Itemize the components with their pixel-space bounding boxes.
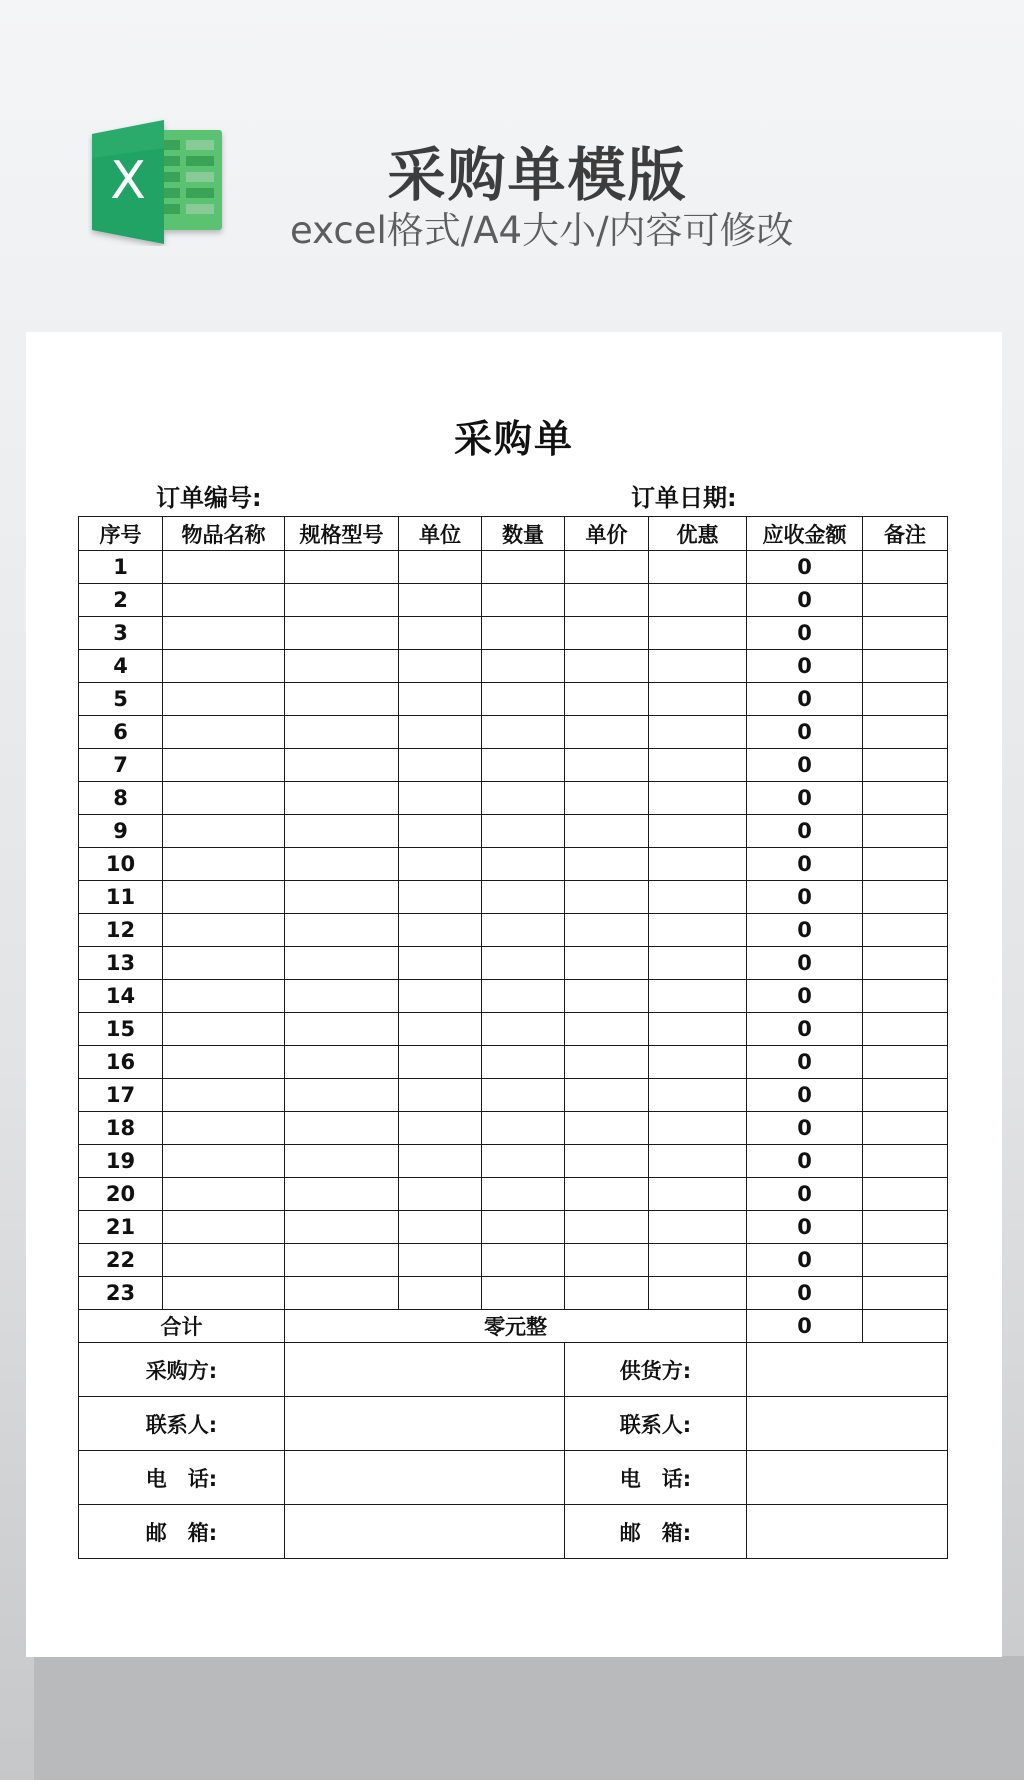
- quantity-cell[interactable]: [482, 1244, 565, 1277]
- unit-price-cell[interactable]: [565, 584, 649, 617]
- unit-price-cell[interactable]: [565, 1013, 649, 1046]
- table-row: [79, 1079, 948, 1112]
- remark-cell[interactable]: [863, 980, 948, 1013]
- row-number-cell: 18: [79, 1112, 163, 1145]
- unit-price-cell[interactable]: [565, 683, 649, 716]
- buyer-field-label: 联系人:: [79, 1397, 285, 1451]
- spec-model-cell[interactable]: [285, 1145, 399, 1178]
- table-row: [79, 617, 948, 650]
- spec-model-cell[interactable]: [285, 914, 399, 947]
- remark-cell[interactable]: [863, 914, 948, 947]
- discount-cell[interactable]: [649, 1211, 747, 1244]
- table-row: [79, 749, 948, 782]
- spec-model-cell[interactable]: [285, 881, 399, 914]
- unit-cell[interactable]: [399, 1211, 482, 1244]
- unit-cell[interactable]: [399, 881, 482, 914]
- amount-cell: 0: [747, 1079, 863, 1112]
- spec-model-cell[interactable]: [285, 848, 399, 881]
- item-name-cell[interactable]: [163, 683, 285, 716]
- unit-price-cell[interactable]: [565, 1046, 649, 1079]
- buyer-field-label: 电 话:: [79, 1451, 285, 1505]
- column-header: 规格型号: [285, 517, 399, 551]
- amount-cell: 0: [747, 683, 863, 716]
- remark-cell[interactable]: [863, 1244, 948, 1277]
- spec-model-cell[interactable]: [285, 815, 399, 848]
- discount-cell[interactable]: [649, 848, 747, 881]
- item-name-cell[interactable]: [163, 815, 285, 848]
- discount-cell[interactable]: [649, 650, 747, 683]
- table-row: [79, 848, 948, 881]
- item-name-cell[interactable]: [163, 1046, 285, 1079]
- table-row: [79, 1277, 948, 1310]
- supplier-field-label: 电 话:: [565, 1451, 747, 1505]
- quantity-cell[interactable]: [482, 683, 565, 716]
- unit-cell[interactable]: [399, 1178, 482, 1211]
- discount-cell[interactable]: [649, 914, 747, 947]
- remark-cell[interactable]: [863, 1013, 948, 1046]
- row-number-cell: 12: [79, 914, 163, 947]
- table-row: [79, 551, 948, 584]
- unit-cell[interactable]: [399, 584, 482, 617]
- item-name-cell[interactable]: [163, 914, 285, 947]
- row-number-cell: 19: [79, 1145, 163, 1178]
- table-row: [79, 980, 948, 1013]
- unit-price-cell[interactable]: [565, 1145, 649, 1178]
- item-name-cell[interactable]: [163, 980, 285, 1013]
- table-row: [79, 881, 948, 914]
- quantity-cell[interactable]: [482, 1013, 565, 1046]
- party-info-row: [79, 1451, 948, 1505]
- unit-cell[interactable]: [399, 1244, 482, 1277]
- discount-cell[interactable]: [649, 716, 747, 749]
- quantity-cell[interactable]: [482, 1046, 565, 1079]
- amount-cell: 0: [747, 749, 863, 782]
- table-row: [79, 1046, 948, 1079]
- quantity-cell[interactable]: [482, 914, 565, 947]
- row-number-cell: 23: [79, 1277, 163, 1310]
- party-info-row: [79, 1397, 948, 1451]
- table-row: [79, 782, 948, 815]
- amount-cell: 0: [747, 980, 863, 1013]
- unit-cell[interactable]: [399, 1112, 482, 1145]
- spec-model-cell[interactable]: [285, 980, 399, 1013]
- unit-price-cell[interactable]: [565, 848, 649, 881]
- table-row: [79, 914, 948, 947]
- row-number-cell: 17: [79, 1079, 163, 1112]
- discount-cell[interactable]: [649, 1244, 747, 1277]
- item-name-cell[interactable]: [163, 617, 285, 650]
- item-name-cell[interactable]: [163, 947, 285, 980]
- unit-cell[interactable]: [399, 947, 482, 980]
- item-name-cell[interactable]: [163, 551, 285, 584]
- party-info-row: [79, 1505, 948, 1559]
- discount-cell[interactable]: [649, 584, 747, 617]
- buyer-field-value[interactable]: [285, 1397, 565, 1451]
- item-name-cell[interactable]: [163, 1244, 285, 1277]
- discount-cell[interactable]: [649, 1277, 747, 1310]
- unit-price-cell[interactable]: [565, 617, 649, 650]
- table-row: [79, 650, 948, 683]
- table-row: [79, 584, 948, 617]
- table-row: [79, 716, 948, 749]
- column-header: 优惠: [649, 517, 747, 551]
- amount-cell: 0: [747, 1145, 863, 1178]
- supplier-field-label: 供货方:: [565, 1343, 747, 1397]
- unit-price-cell[interactable]: [565, 914, 649, 947]
- amount-cell: 0: [747, 848, 863, 881]
- amount-cell: 0: [747, 650, 863, 683]
- column-header: 物品名称: [163, 517, 285, 551]
- amount-cell: 0: [747, 617, 863, 650]
- row-number-cell: 22: [79, 1244, 163, 1277]
- discount-cell[interactable]: [649, 1178, 747, 1211]
- spec-model-cell[interactable]: [285, 782, 399, 815]
- table-row: [79, 1244, 948, 1277]
- buyer-field-value[interactable]: [285, 1505, 565, 1559]
- quantity-cell[interactable]: [482, 1277, 565, 1310]
- amount-cell: 0: [747, 1244, 863, 1277]
- table-row: [79, 683, 948, 716]
- quantity-cell[interactable]: [482, 650, 565, 683]
- remark-cell[interactable]: [863, 1112, 948, 1145]
- total-row: [79, 1310, 948, 1343]
- amount-cell: 0: [747, 1211, 863, 1244]
- column-header: 数量: [482, 517, 565, 551]
- discount-cell[interactable]: [649, 551, 747, 584]
- supplier-field-value[interactable]: [747, 1451, 948, 1505]
- supplier-field-value[interactable]: [747, 1505, 948, 1559]
- row-number-cell: 6: [79, 716, 163, 749]
- unit-cell[interactable]: [399, 848, 482, 881]
- total-remark-cell[interactable]: [863, 1310, 948, 1343]
- row-number-cell: 14: [79, 980, 163, 1013]
- total-amount: 0: [747, 1310, 863, 1343]
- discount-cell[interactable]: [649, 617, 747, 650]
- buyer-field-value[interactable]: [285, 1343, 565, 1397]
- item-name-cell[interactable]: [163, 749, 285, 782]
- amount-cell: 0: [747, 1178, 863, 1211]
- quantity-cell[interactable]: [482, 1112, 565, 1145]
- row-number-cell: 15: [79, 1013, 163, 1046]
- table-row: [79, 1145, 948, 1178]
- item-name-cell[interactable]: [163, 848, 285, 881]
- spec-model-cell[interactable]: [285, 749, 399, 782]
- column-header: 应收金额: [747, 517, 863, 551]
- amount-cell: 0: [747, 1013, 863, 1046]
- excel-logo-icon: [88, 118, 228, 246]
- item-name-cell[interactable]: [163, 1277, 285, 1310]
- item-name-cell[interactable]: [163, 650, 285, 683]
- unit-price-cell[interactable]: [565, 1244, 649, 1277]
- amount-cell: 0: [747, 914, 863, 947]
- quantity-cell[interactable]: [482, 749, 565, 782]
- quantity-cell[interactable]: [482, 1145, 565, 1178]
- row-number-cell: 4: [79, 650, 163, 683]
- item-name-cell[interactable]: [163, 1013, 285, 1046]
- total-in-words: 零元整: [285, 1310, 747, 1343]
- unit-price-cell[interactable]: [565, 749, 649, 782]
- row-number-cell: 21: [79, 1211, 163, 1244]
- spec-model-cell[interactable]: [285, 617, 399, 650]
- spec-model-cell[interactable]: [285, 551, 399, 584]
- remark-cell[interactable]: [863, 815, 948, 848]
- table-row: [79, 1211, 948, 1244]
- logo-letter: X: [110, 151, 146, 211]
- spec-model-cell[interactable]: [285, 1211, 399, 1244]
- discount-cell[interactable]: [649, 1079, 747, 1112]
- unit-price-cell[interactable]: [565, 1211, 649, 1244]
- row-number-cell: 16: [79, 1046, 163, 1079]
- unit-cell[interactable]: [399, 914, 482, 947]
- amount-cell: 0: [747, 1277, 863, 1310]
- discount-cell[interactable]: [649, 815, 747, 848]
- unit-cell[interactable]: [399, 749, 482, 782]
- order-date-label: 订单日期:: [631, 484, 737, 512]
- remark-cell[interactable]: [863, 848, 948, 881]
- amount-cell: 0: [747, 716, 863, 749]
- row-number-cell: 7: [79, 749, 163, 782]
- quantity-cell[interactable]: [482, 947, 565, 980]
- unit-cell[interactable]: [399, 815, 482, 848]
- remark-cell[interactable]: [863, 650, 948, 683]
- remark-cell[interactable]: [863, 881, 948, 914]
- unit-price-cell[interactable]: [565, 782, 649, 815]
- spec-model-cell[interactable]: [285, 650, 399, 683]
- quantity-cell[interactable]: [482, 551, 565, 584]
- discount-cell[interactable]: [649, 881, 747, 914]
- quantity-cell[interactable]: [482, 584, 565, 617]
- remark-cell[interactable]: [863, 683, 948, 716]
- remark-cell[interactable]: [863, 584, 948, 617]
- party-info-row: [79, 1343, 948, 1397]
- remark-cell[interactable]: [863, 782, 948, 815]
- spec-model-cell[interactable]: [285, 1046, 399, 1079]
- discount-cell[interactable]: [649, 947, 747, 980]
- unit-cell[interactable]: [399, 1079, 482, 1112]
- quantity-cell[interactable]: [482, 782, 565, 815]
- table-row: [79, 1178, 948, 1211]
- remark-cell[interactable]: [863, 1277, 948, 1310]
- table-row: [79, 1013, 948, 1046]
- remark-cell[interactable]: [863, 1079, 948, 1112]
- discount-cell[interactable]: [649, 980, 747, 1013]
- amount-cell: 0: [747, 947, 863, 980]
- spec-model-cell[interactable]: [285, 947, 399, 980]
- unit-cell[interactable]: [399, 1046, 482, 1079]
- purchase-order-table: [78, 516, 948, 1559]
- item-name-cell[interactable]: [163, 782, 285, 815]
- unit-cell[interactable]: [399, 782, 482, 815]
- unit-cell[interactable]: [399, 980, 482, 1013]
- unit-cell[interactable]: [399, 1145, 482, 1178]
- discount-cell[interactable]: [649, 1112, 747, 1145]
- row-number-cell: 3: [79, 617, 163, 650]
- remark-cell[interactable]: [863, 551, 948, 584]
- discount-cell[interactable]: [649, 1145, 747, 1178]
- spec-model-cell[interactable]: [285, 683, 399, 716]
- unit-price-cell[interactable]: [565, 980, 649, 1013]
- buyer-field-label: 采购方:: [79, 1343, 285, 1397]
- unit-price-cell[interactable]: [565, 650, 649, 683]
- row-number-cell: 13: [79, 947, 163, 980]
- spec-model-cell[interactable]: [285, 1079, 399, 1112]
- amount-cell: 0: [747, 881, 863, 914]
- discount-cell[interactable]: [649, 749, 747, 782]
- row-number-cell: 10: [79, 848, 163, 881]
- unit-price-cell[interactable]: [565, 815, 649, 848]
- bottom-background-band: [34, 1656, 1024, 1780]
- amount-cell: 0: [747, 1046, 863, 1079]
- discount-cell[interactable]: [649, 782, 747, 815]
- order-number-label: 订单编号:: [156, 484, 262, 512]
- unit-cell[interactable]: [399, 683, 482, 716]
- amount-cell: 0: [747, 782, 863, 815]
- item-name-cell[interactable]: [163, 1178, 285, 1211]
- amount-cell: 0: [747, 1112, 863, 1145]
- unit-cell[interactable]: [399, 650, 482, 683]
- spec-model-cell[interactable]: [285, 1244, 399, 1277]
- column-header: 单位: [399, 517, 482, 551]
- remark-cell[interactable]: [863, 947, 948, 980]
- supplier-field-value[interactable]: [747, 1397, 948, 1451]
- spec-model-cell[interactable]: [285, 1013, 399, 1046]
- quantity-cell[interactable]: [482, 1211, 565, 1244]
- discount-cell[interactable]: [649, 1013, 747, 1046]
- quantity-cell[interactable]: [482, 980, 565, 1013]
- unit-cell[interactable]: [399, 1277, 482, 1310]
- item-name-cell[interactable]: [163, 716, 285, 749]
- quantity-cell[interactable]: [482, 716, 565, 749]
- table-header-row: [79, 517, 948, 551]
- spec-model-cell[interactable]: [285, 1112, 399, 1145]
- unit-price-cell[interactable]: [565, 1277, 649, 1310]
- page-subtitle: excel格式/A4大小/内容可修改: [290, 209, 794, 252]
- column-header: 序号: [79, 517, 163, 551]
- spec-model-cell[interactable]: [285, 1277, 399, 1310]
- item-name-cell[interactable]: [163, 1211, 285, 1244]
- row-number-cell: 20: [79, 1178, 163, 1211]
- quantity-cell[interactable]: [482, 815, 565, 848]
- amount-cell: 0: [747, 584, 863, 617]
- row-number-cell: 11: [79, 881, 163, 914]
- buyer-field-label: 邮 箱:: [79, 1505, 285, 1559]
- row-number-cell: 9: [79, 815, 163, 848]
- table-row: [79, 947, 948, 980]
- column-header: 备注: [863, 517, 948, 551]
- unit-price-cell[interactable]: [565, 551, 649, 584]
- remark-cell[interactable]: [863, 749, 948, 782]
- item-name-cell[interactable]: [163, 881, 285, 914]
- row-number-cell: 2: [79, 584, 163, 617]
- page-title: 采购单模版: [387, 141, 688, 209]
- quantity-cell[interactable]: [482, 617, 565, 650]
- amount-cell: 0: [747, 551, 863, 584]
- unit-cell[interactable]: [399, 1013, 482, 1046]
- unit-price-cell[interactable]: [565, 1079, 649, 1112]
- remark-cell[interactable]: [863, 1145, 948, 1178]
- item-name-cell[interactable]: [163, 584, 285, 617]
- remark-cell[interactable]: [863, 1046, 948, 1079]
- supplier-field-label: 邮 箱:: [565, 1505, 747, 1559]
- supplier-field-value[interactable]: [747, 1343, 948, 1397]
- table-row: [79, 1112, 948, 1145]
- quantity-cell[interactable]: [482, 848, 565, 881]
- document-title: 采购单: [453, 417, 574, 461]
- spec-model-cell[interactable]: [285, 584, 399, 617]
- row-number-cell: 5: [79, 683, 163, 716]
- unit-price-cell[interactable]: [565, 881, 649, 914]
- item-name-cell[interactable]: [163, 1112, 285, 1145]
- remark-cell[interactable]: [863, 716, 948, 749]
- unit-price-cell[interactable]: [565, 1112, 649, 1145]
- unit-price-cell[interactable]: [565, 947, 649, 980]
- discount-cell[interactable]: [649, 1046, 747, 1079]
- item-name-cell[interactable]: [163, 1145, 285, 1178]
- remark-cell[interactable]: [863, 1178, 948, 1211]
- unit-cell[interactable]: [399, 551, 482, 584]
- quantity-cell[interactable]: [482, 881, 565, 914]
- unit-cell[interactable]: [399, 716, 482, 749]
- unit-price-cell[interactable]: [565, 716, 649, 749]
- unit-cell[interactable]: [399, 617, 482, 650]
- row-number-cell: 1: [79, 551, 163, 584]
- supplier-field-label: 联系人:: [565, 1397, 747, 1451]
- item-name-cell[interactable]: [163, 1079, 285, 1112]
- row-number-cell: 8: [79, 782, 163, 815]
- quantity-cell[interactable]: [482, 1079, 565, 1112]
- spec-model-cell[interactable]: [285, 716, 399, 749]
- column-header: 单价: [565, 517, 649, 551]
- total-label: 合计: [79, 1310, 285, 1343]
- spec-model-cell[interactable]: [285, 1178, 399, 1211]
- amount-cell: 0: [747, 815, 863, 848]
- quantity-cell[interactable]: [482, 1178, 565, 1211]
- buyer-field-value[interactable]: [285, 1451, 565, 1505]
- unit-price-cell[interactable]: [565, 1178, 649, 1211]
- remark-cell[interactable]: [863, 617, 948, 650]
- table-row: [79, 815, 948, 848]
- remark-cell[interactable]: [863, 1211, 948, 1244]
- discount-cell[interactable]: [649, 683, 747, 716]
- purchase-order-sheet: [26, 332, 1002, 1657]
